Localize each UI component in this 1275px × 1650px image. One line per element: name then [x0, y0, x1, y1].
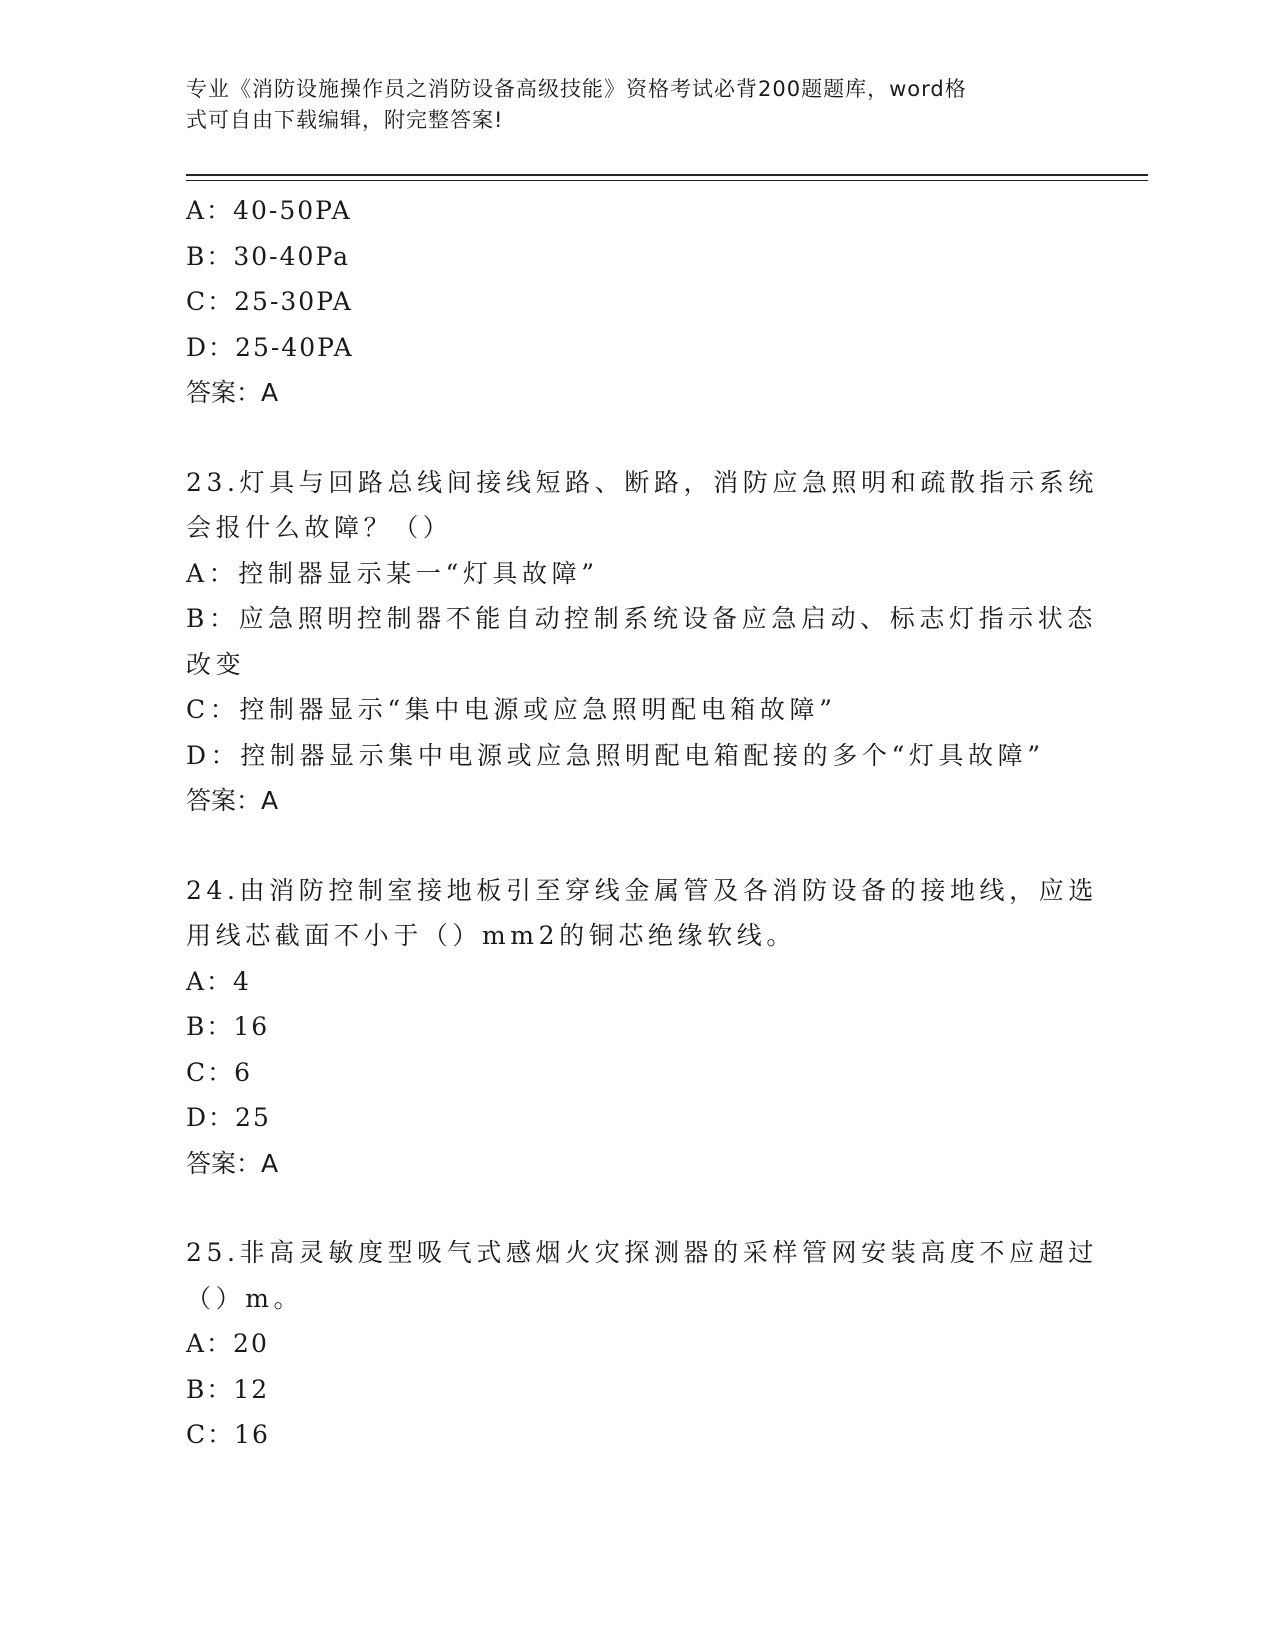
q24-option-d: D：25	[186, 1103, 271, 1132]
q22-option-a: A：40-50PA	[186, 196, 352, 225]
question-23-block	[186, 460, 1098, 824]
q24-option-b: B：16	[186, 1012, 270, 1041]
q23-option-b-line-2: 改变	[186, 649, 246, 679]
q24-question-line-2: 用线芯截面不小于（）mm2的铜芯绝缘软线。	[186, 921, 796, 950]
header-rule-thick	[186, 174, 1148, 176]
question-content	[186, 188, 1098, 1458]
q25-option-a: A：20	[186, 1329, 269, 1358]
q23-option-a: A：控制器显示某一“灯具故障”	[186, 558, 599, 588]
q23-option-b-line-1: B：应急照明控制器不能自动控制系统设备应急启动、标志灯指示状态	[186, 604, 1097, 633]
question-25-block	[186, 1230, 1098, 1458]
q25-option-c: C：16	[186, 1420, 270, 1449]
q23-option-c: C：控制器显示“集中电源或应急照明配电箱故障”	[186, 695, 837, 724]
q24-option-c: C：6	[186, 1057, 253, 1087]
header-line-2: 式可自由下载编辑，附完整答案!	[186, 108, 504, 132]
q23-question-line-2: 会报什么故障？（）	[186, 513, 453, 542]
page-header	[186, 74, 1066, 136]
q24-question-line-1: 24.由消防控制室接地板引至穿线金属管及各消防设备的接地线，应选	[186, 875, 1098, 905]
q24-option-a: A：4	[186, 966, 251, 996]
question-24-block	[186, 868, 1098, 1187]
q25-option-b: B：12	[186, 1374, 270, 1404]
q22-answer: 答案：A	[186, 378, 279, 407]
q25-question-line-2: （）m。	[186, 1283, 304, 1313]
q22-option-c: C：25-30PA	[186, 287, 353, 316]
q25-question-line-1: 25.非高灵敏度型吸气式感烟火灾探测器的采样管网安装高度不应超过	[186, 1238, 1098, 1267]
question-22-block	[186, 188, 1066, 416]
q23-option-d: D：控制器显示集中电源或应急照明配电箱配接的多个“灯具故障”	[186, 740, 1045, 770]
header-rule-thin	[186, 180, 1148, 181]
q24-answer: 答案：A	[186, 1148, 279, 1178]
q23-answer: 答案：A	[186, 786, 279, 815]
q22-option-d: D：25-40PA	[186, 332, 354, 362]
q22-option-b: B：30-40Pa	[186, 241, 351, 271]
header-line-1: 专业《消防设施操作员之消防设备高级技能》资格考试必背200题题库，word格	[186, 77, 967, 101]
q23-question-line-1: 23.灯具与回路总线间接线短路、断路，消防应急照明和疏散指示系统	[186, 467, 1098, 497]
